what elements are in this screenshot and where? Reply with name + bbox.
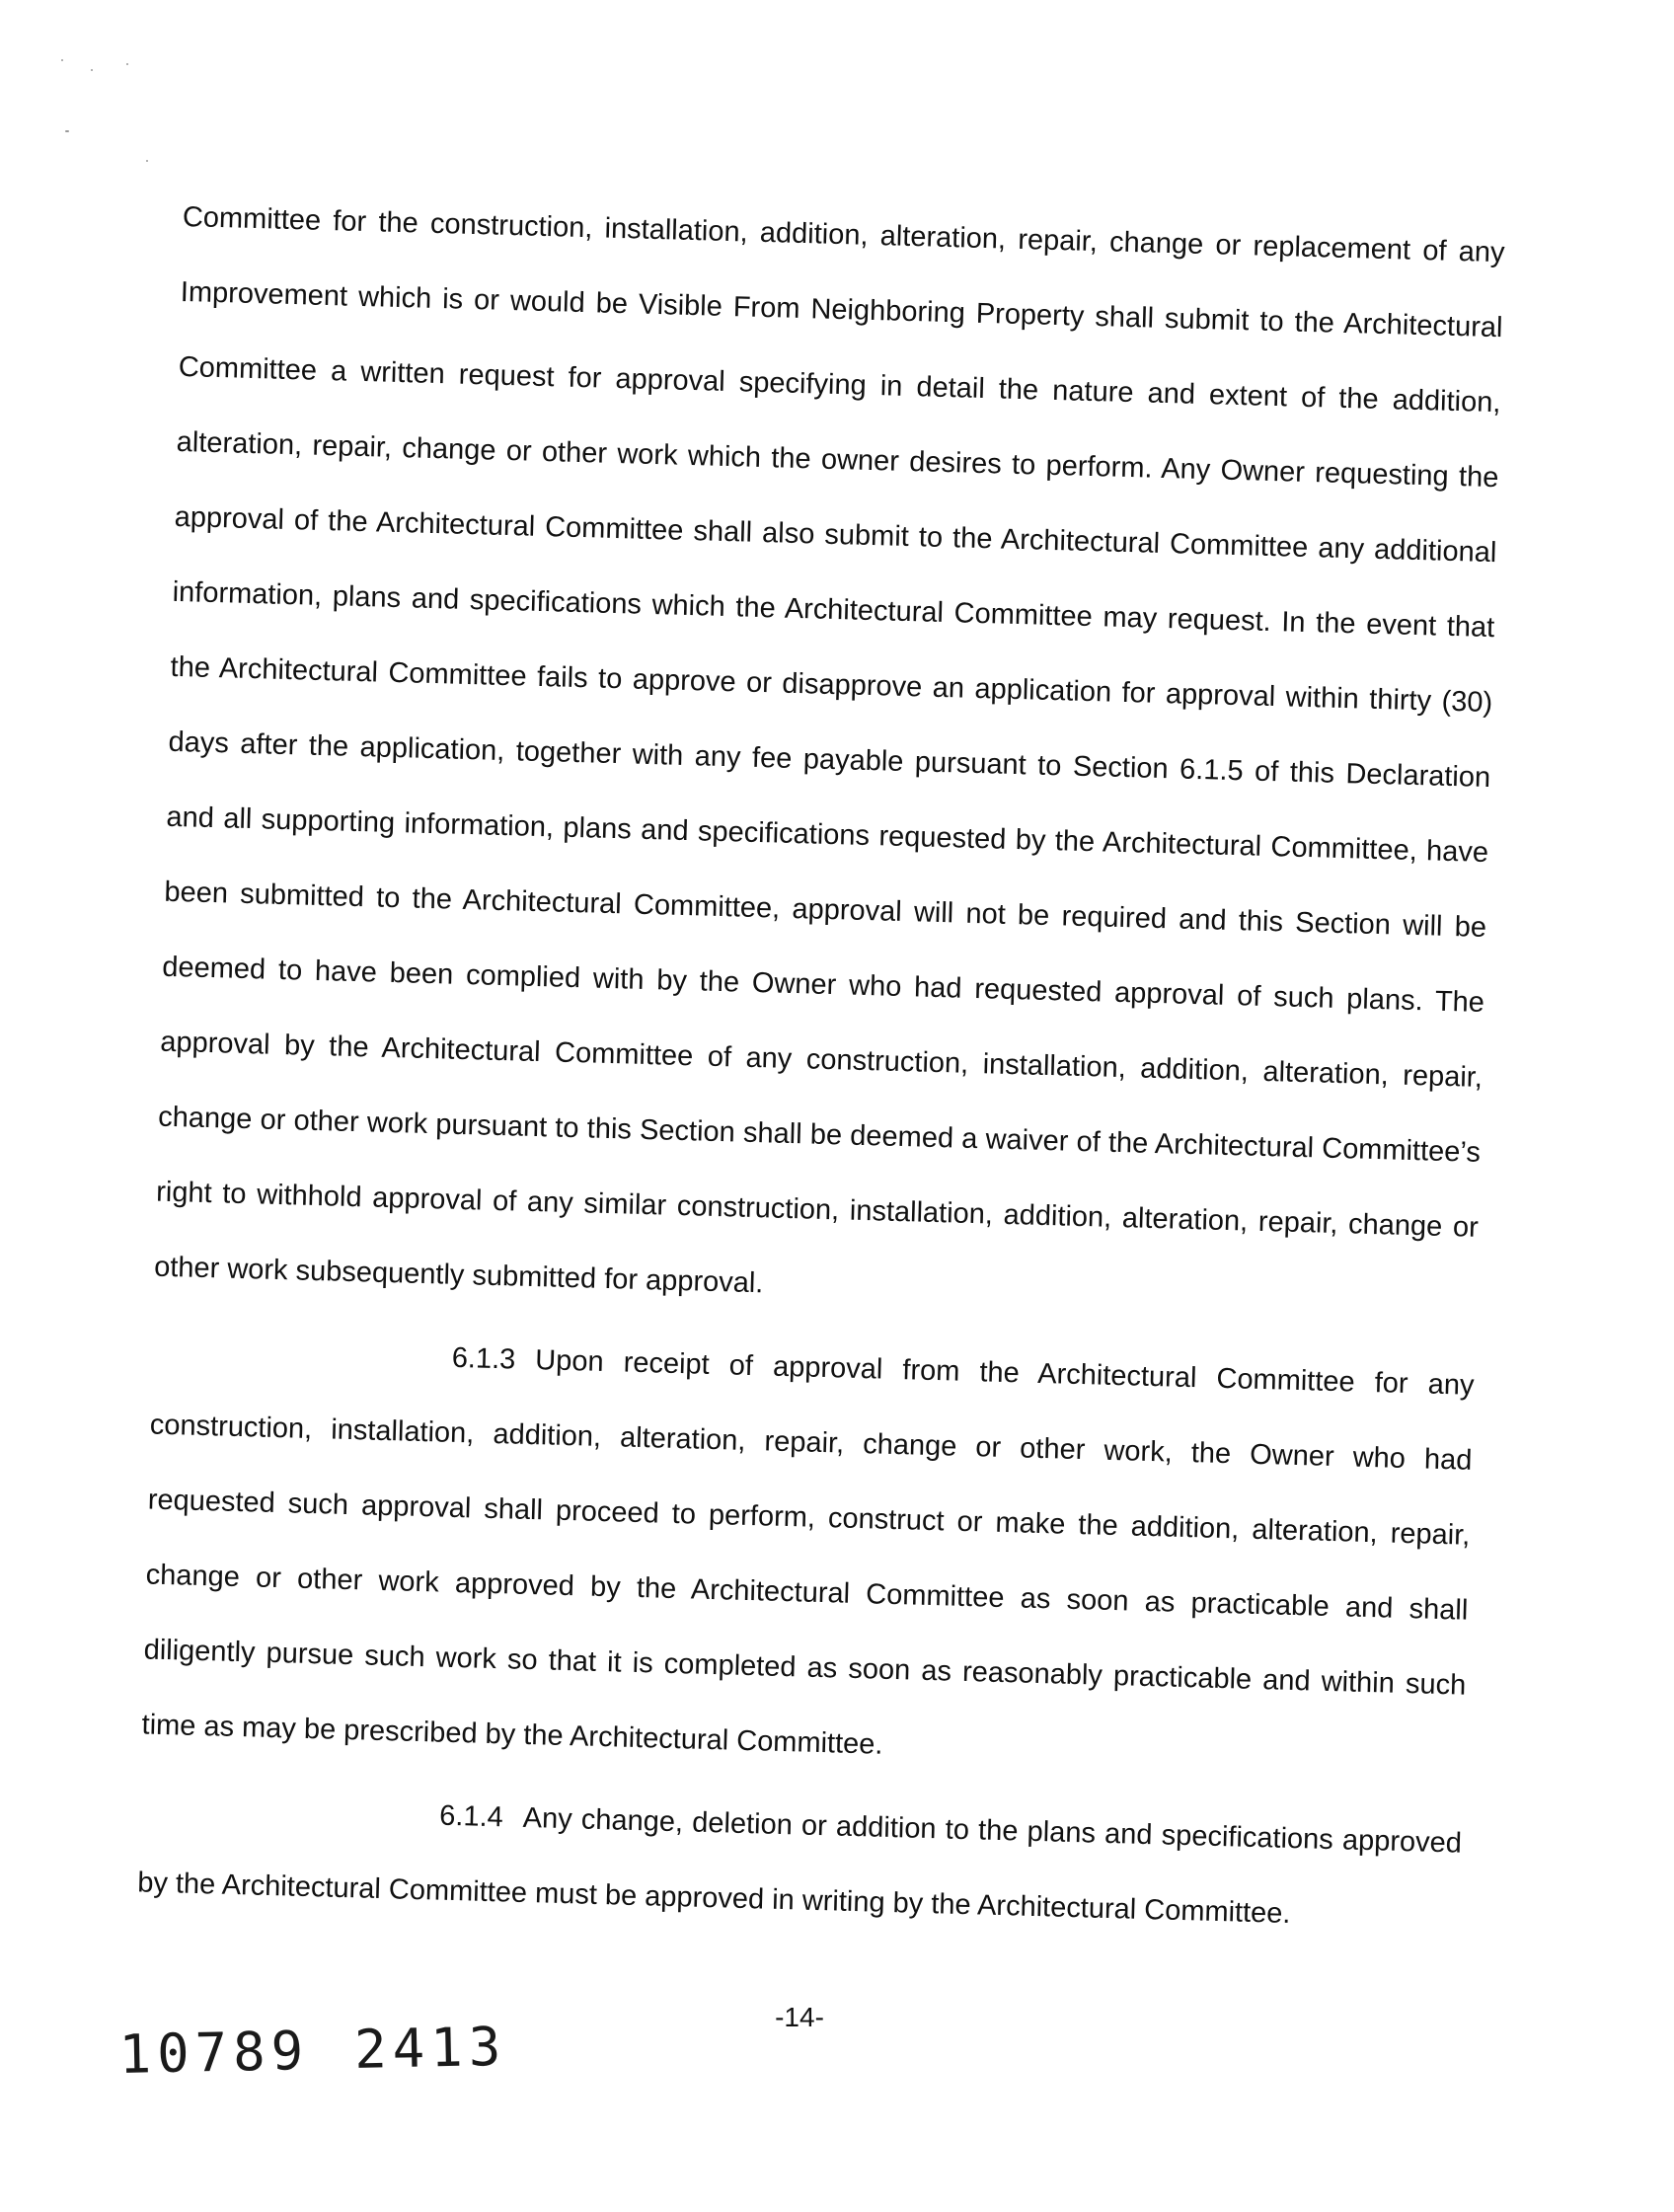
section-number: 6.1.3 — [451, 1341, 516, 1376]
section-number: 6.1.4 — [438, 1799, 504, 1834]
recording-stamp — [118, 2016, 507, 2086]
page-number: -14- — [775, 2002, 824, 2032]
scan-speck — [146, 160, 148, 162]
scan-speck — [65, 130, 69, 132]
scan-speck — [61, 59, 63, 61]
paragraph-text: Committee for the construction, installation, addition, alteration, repair, change or replacement of any Improvement which is or would be Visible From Neighboring Property shall submit to the Architectural Committee a written request for approval specifying in detail the nature and extent of the addition, alteration, repair, change or other work which the owner desires to perform. Any Owner requesting the approval of the Architectural Committee shall also submit to the Architectural Committee any additional information, plans and specifications which the Architectural Committee may request. In the event that the Architectural Committee fails to approve or disapprove an application for approval within thirty (30) days after the application, together with any fee payable pursuant to Section 6.1.5 of this Declaration and all supporting information, plans and specifications requested by the Architectural Committee, have been submitted to the Architectural Committee, approval will not be required and this Section will be deemed to have been complied with by the Owner who had requested approval of such plans. The approval by the Architectural Committee of any construction, installation, addition, alteration, repair, change or other work pursuant to this Section shall be deemed a waiver of the Architectural Committee’s right to withhold approval of any similar construction, installation, addition, alteration, repair, change or other work subsequently submitted for approval. — [153, 200, 1505, 1300]
paragraph-indent — [152, 1359, 452, 1367]
paragraph-section-6-1-4 — [136, 1770, 1463, 1955]
paragraph-text: Upon receipt of approval from the Architectural Committee for any construction, installation, addition, alteration, repair, change or other work, the Owner who had requested such approval shall proceed to perform, construct or make the addition, alteration, repair, change or other work approved by the Architectural Committee as soon as practicable and shall diligently pursue such work so that it is completed as soon as reasonably practicable and within such time as may be prescribed by the Architectural Committee. — [141, 1344, 1475, 1761]
scan-speck — [126, 63, 128, 65]
paragraph-section-6-1-3 — [141, 1313, 1476, 1798]
stamp-page-number: 2413 — [353, 2015, 507, 2081]
stamp-book-number: 10789 — [118, 2019, 310, 2086]
scan-speck — [91, 69, 93, 71]
paragraph-indent — [139, 1816, 439, 1824]
paragraph-continuation — [153, 180, 1505, 1340]
paragraph-text: Any change, deletion or addition to the plans and specifications approved by the Architectural Committee must be approved in writing by the Architectural Committee. — [136, 1801, 1463, 1930]
document-body — [136, 180, 1505, 1956]
